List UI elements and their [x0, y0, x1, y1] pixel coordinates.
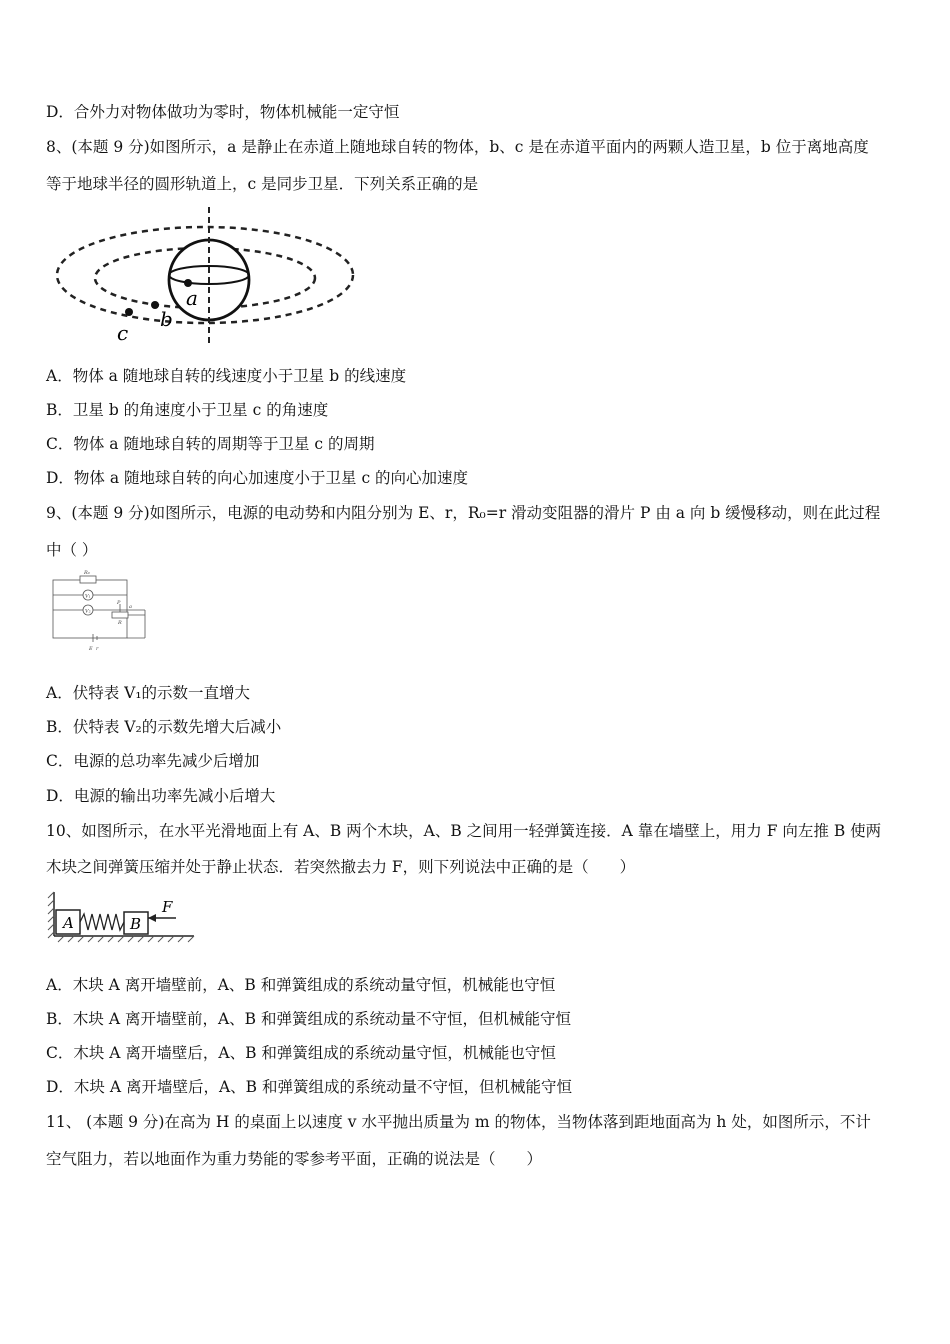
- q10-stem-line-1: 10、如图所示，在水平光滑地面上有 A、B 两个木块，A、B 之间用一轻弹簧连接．A 靠在墙壁上，用力 F 向左推 B 使两: [46, 822, 882, 840]
- force-arrow-head: [148, 914, 156, 922]
- label-rr: r: [96, 646, 99, 652]
- label-p: P: [117, 600, 121, 606]
- q10-option-b: B．木块 A 离开墙壁前，A、B 和弹簧组成的系统动量不守恒，但机械能守恒: [46, 1010, 571, 1028]
- ground-hatch: [58, 936, 194, 942]
- label-block-b: B: [130, 915, 142, 933]
- label-a: a: [186, 286, 198, 310]
- q8-stem-line-1: 8、(本题 9 分)如图所示，a 是静止在赤道上随地球自转的物体，b、c 是在赤道平面内的两颗人造卫星，b 位于离地高度: [46, 138, 869, 156]
- rheostat-r: [112, 612, 128, 618]
- label-v1: V₁: [85, 593, 91, 600]
- label-force: F: [162, 898, 173, 916]
- q9-option-b: B．伏特表 V₂的示数先增大后减小: [46, 718, 282, 736]
- q11-stem-line-1: 11、 (本题 9 分)在高为 H 的桌面上以速度 v 水平抛出质量为 m 的物体，当物体落到距地面高为 h 处，如图所示，不计: [46, 1113, 871, 1131]
- label-a: a: [129, 604, 132, 610]
- q10-stem-line-2: 木块之间弹簧压缩并处于静止状态．若突然撤去力 F，则下列说法中正确的是（ ）: [46, 858, 636, 876]
- circuit-diagram: [50, 568, 150, 658]
- q8-option-c: C．物体 a 随地球自转的周期等于卫星 c 的周期: [46, 435, 375, 453]
- label-block-a: A: [63, 914, 74, 932]
- label-e: E: [89, 646, 93, 652]
- wall-hatch: [48, 892, 54, 938]
- q10-option-d: D．木块 A 离开墙壁后，A、B 和弹簧组成的系统动量不守恒，但机械能守恒: [46, 1078, 572, 1096]
- q9-stem-line-2: 中（ ）: [46, 541, 98, 559]
- satellite-c-dot: [125, 308, 133, 316]
- q10-option-c: C．木块 A 离开墙壁后，A、B 和弹簧组成的系统动量守恒，机械能也守恒: [46, 1044, 556, 1062]
- orbit-diagram: [52, 205, 362, 345]
- q8-option-b: B．卫星 b 的角速度小于卫星 c 的角速度: [46, 401, 329, 419]
- label-c: c: [117, 321, 129, 345]
- spring: [80, 914, 124, 930]
- q9-option-c: C．电源的总功率先减少后增加: [46, 752, 260, 770]
- label-r0: R₀: [84, 570, 90, 576]
- q10-option-a: A．木块 A 离开墙壁前，A、B 和弹簧组成的系统动量守恒，机械能也守恒: [46, 976, 556, 994]
- q11-stem-line-2: 空气阻力，若以地面作为重力势能的零参考平面，正确的说法是（ ）: [46, 1150, 543, 1168]
- resistor-r0: [80, 576, 96, 583]
- q9-stem-line-1: 9、(本题 9 分)如图所示，电源的电动势和内阻分别为 E、r，R₀=r 滑动变阻器的滑片 P 由 a 向 b 缓慢移动，则在此过程: [46, 504, 881, 522]
- q8-option-a: A．物体 a 随地球自转的线速度小于卫星 b 的线速度: [46, 367, 407, 385]
- satellite-b-dot: [151, 301, 159, 309]
- q8-stem-line-2: 等于地球半径的圆形轨道上，c 是同步卫星．下列关系正确的是: [46, 175, 479, 193]
- q9-option-d: D．电源的输出功率先减小后增大: [46, 787, 276, 805]
- q7-option-d: D．合外力对物体做功为零时，物体机械能一定守恒: [46, 103, 400, 121]
- q9-option-a: A．伏特表 V₁的示数一直增大: [46, 684, 251, 702]
- spring-block-diagram: [44, 888, 199, 946]
- label-v2: V₂: [85, 608, 91, 615]
- q8-option-d: D．物体 a 随地球自转的向心加速度小于卫星 c 的向心加速度: [46, 469, 469, 487]
- label-r: R: [118, 620, 122, 626]
- label-b: b: [160, 307, 173, 331]
